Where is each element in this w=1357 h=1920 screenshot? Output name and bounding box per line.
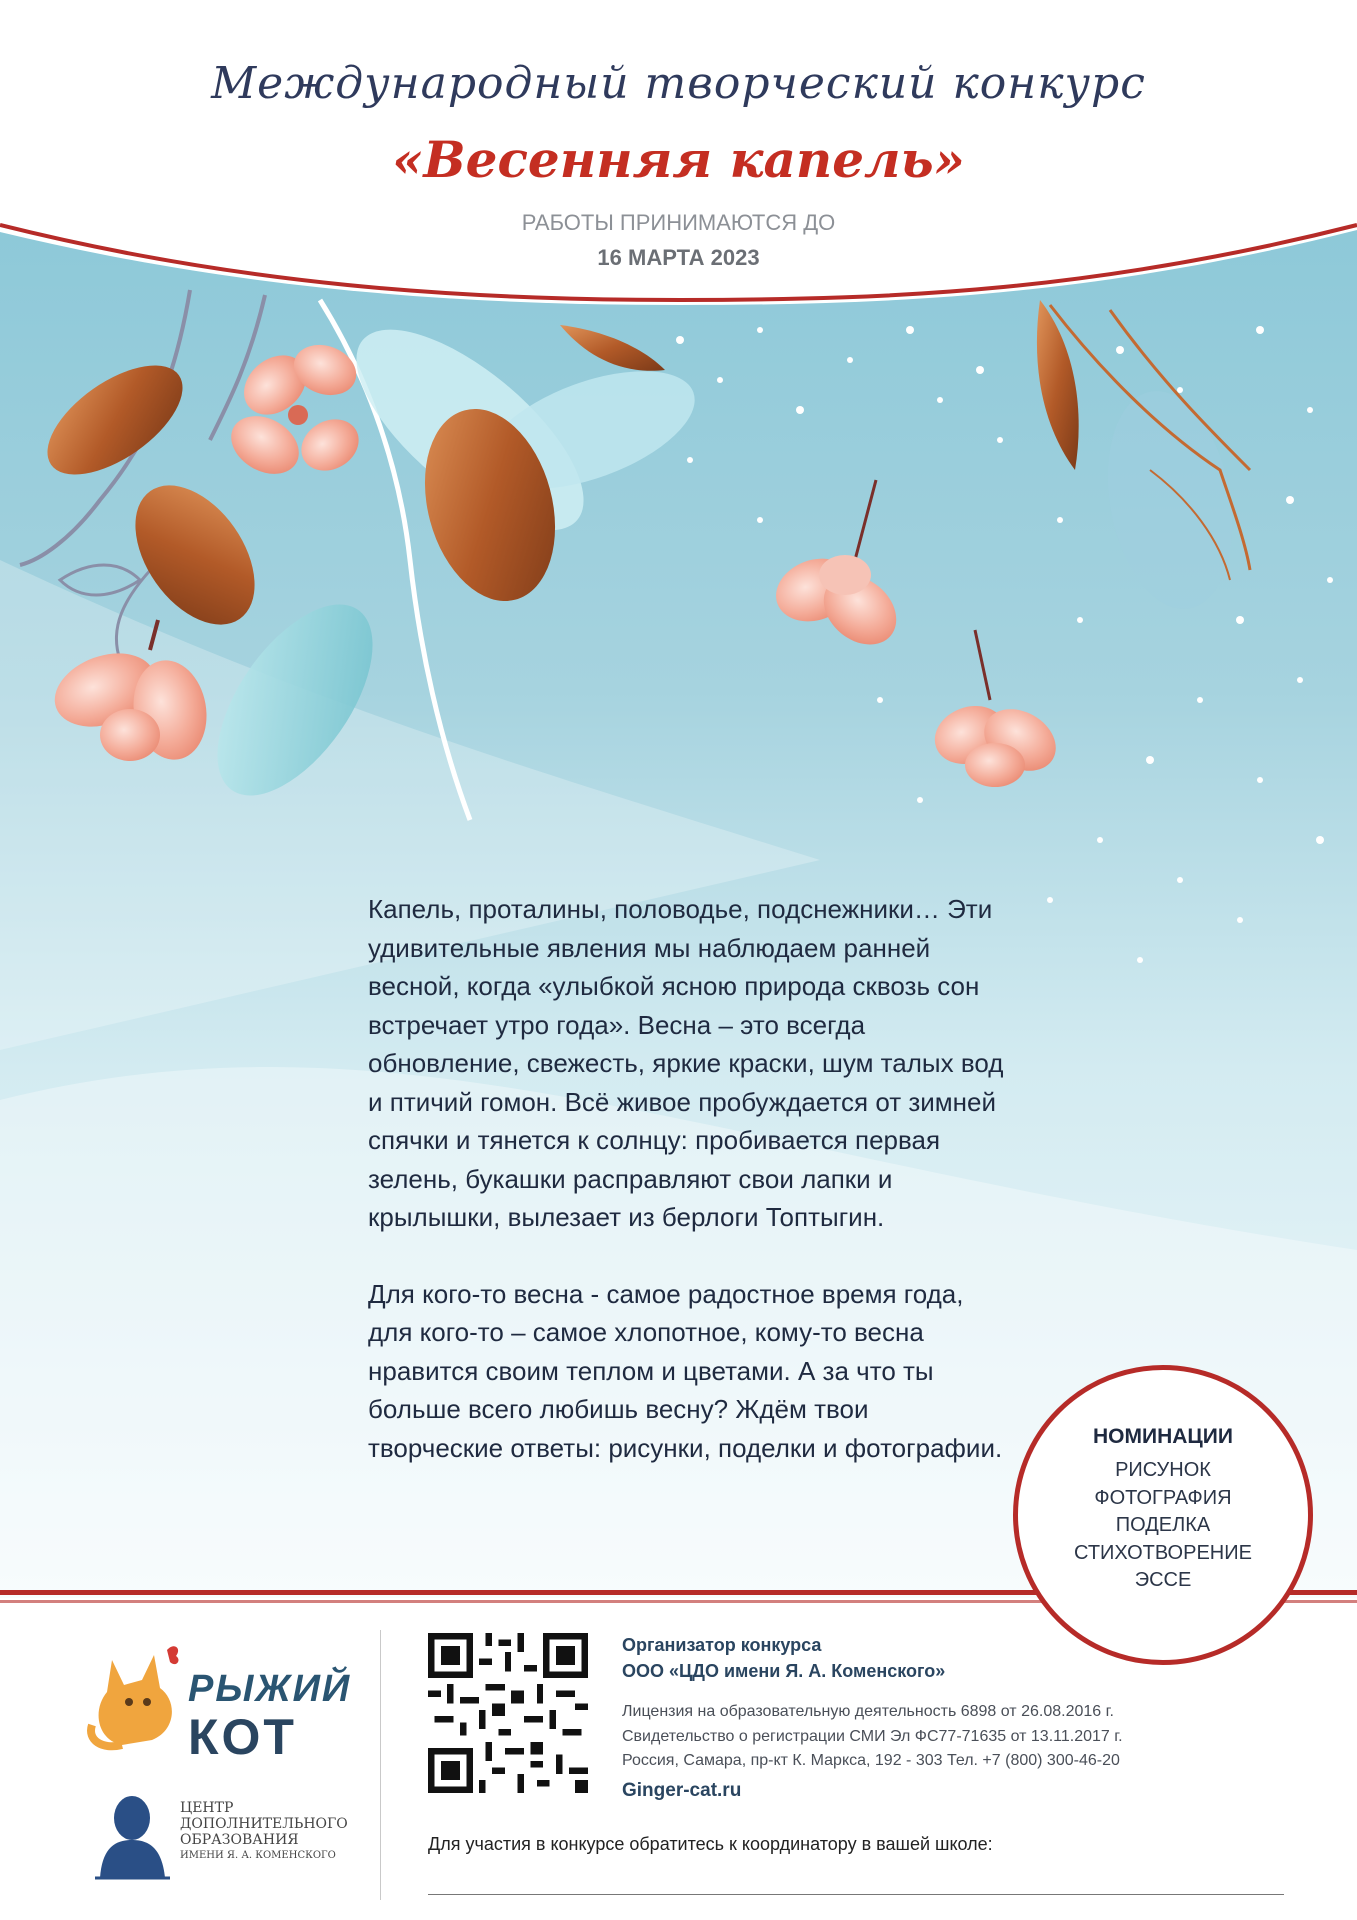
nomination-item: ПОДЕЛКА — [1115, 1514, 1211, 1536]
cat-logo-icon — [82, 1640, 192, 1760]
website-link[interactable]: Ginger-cat.ru — [622, 1780, 742, 1801]
contest-subtitle: Международный творческий конкурс — [211, 58, 1146, 109]
legal-info — [622, 1700, 1123, 1774]
deadline-label: РАБОТЫ ПРИНИМАЮТСЯ ДО — [521, 210, 836, 235]
center-logo-text — [180, 1800, 350, 1864]
contact-note: Для участия в конкурсе обратитесь к координатору в вашей школе: — [428, 1834, 993, 1854]
organizer-block — [622, 1632, 945, 1684]
center-line-4: ИМЕНИ Я. А. КОМЕНСКОГО — [180, 1850, 336, 1861]
center-line-2: ДОПОЛНИТЕЛЬНОГО — [180, 1816, 348, 1832]
description-paragraph-1: Капель, проталины, половодье, подснежники… Эти удивительные явления мы наблюдаем ранней весной, когда «улыбкой ясною природа сквозь сон встречает утро года». Весна – это всегда обновление, свежесть, яркие краски, шум талых вод и птичий гомон. Всё живое пробуждается от зимней спячки и тянется к солнцу: пробивается первая зелень, букашки расправляют свои лапки и крылышки, вылезает из берлоги Топтыгин. — [368, 894, 1004, 1232]
center-line-3: ОБРАЗОВАНИЯ — [180, 1832, 299, 1848]
description-paragraph-2: Для кого-то весна - самое радостное время года, для кого-то – самое хлопотное, кому-то весна нравится своим теплом и цветами. А за что ты больше всего любишь весну? Ждём твои творческие ответы: рисунки, поделки и фотографии. — [368, 1278, 1003, 1463]
nominations-title: НОМИНАЦИИ — [1093, 1425, 1233, 1448]
portrait-emblem-icon — [90, 1788, 175, 1883]
nomination-item: ФОТОГРАФИЯ — [1094, 1486, 1232, 1509]
organizer-name: ООО «ЦДО имени Я. А. Коменского» — [622, 1661, 946, 1681]
registration-line: Свидетельство о регистрации СМИ Эл ФС77-71635 от 13.11.2017 г. — [622, 1727, 1123, 1745]
center-line-1: ЦЕНТР — [180, 1800, 234, 1816]
logo-text-bottom: КОТ — [188, 1709, 297, 1765]
organizer-label: Организатор конкурса — [622, 1635, 822, 1655]
deadline-date: 16 МАРТА 2023 — [597, 245, 760, 270]
nominations-list — [1018, 1457, 1308, 1595]
nomination-item: СТИХОТВОРЕНИЕ — [1074, 1541, 1252, 1564]
fill-in-line — [428, 1894, 1284, 1895]
nominations-circle — [1013, 1365, 1313, 1665]
footer-divider — [380, 1630, 381, 1900]
logo-text-top: РЫЖИЙ — [188, 1668, 352, 1710]
qr-code-icon — [428, 1633, 588, 1793]
address-line: Россия, Самара, пр-кт К. Маркса, 192 - 303 Тел. +7 (800) 300-46-20 — [622, 1752, 1120, 1769]
nomination-item: ЭССЕ — [1134, 1569, 1192, 1591]
license-line: Лицензия на образовательную деятельность 6898 от 26.08.2016 г. — [622, 1703, 1114, 1720]
contest-title: «Весенняя капель» — [392, 130, 965, 189]
nomination-item: РИСУНОК — [1115, 1459, 1211, 1481]
description — [368, 890, 1008, 1505]
